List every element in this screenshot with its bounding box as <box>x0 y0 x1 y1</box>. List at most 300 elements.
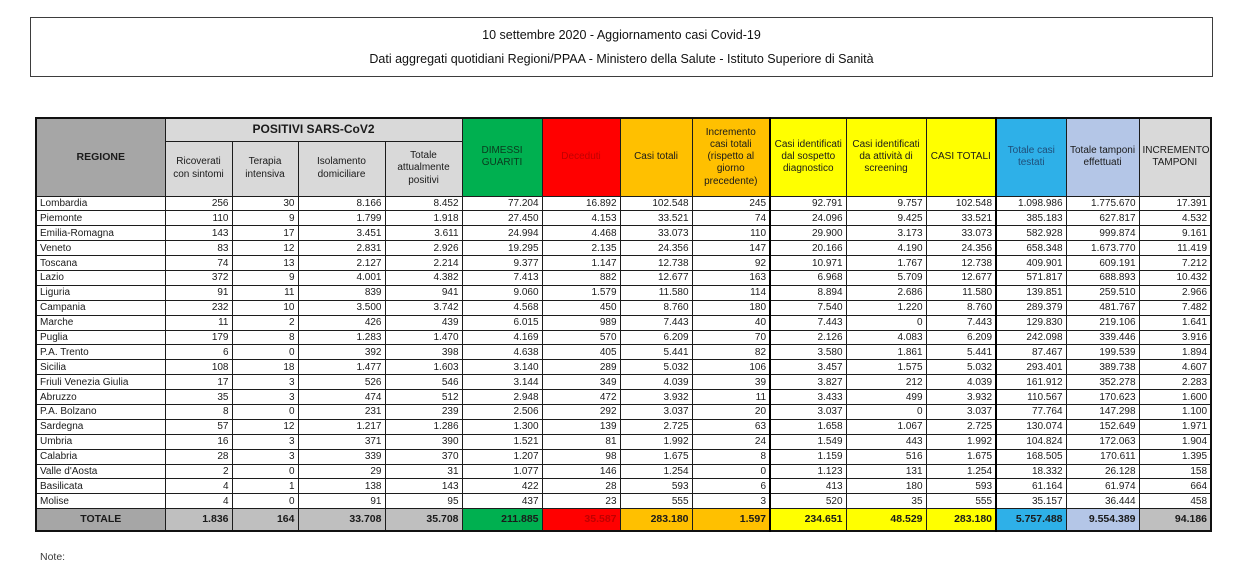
cell-casi-totali: 12.677 <box>620 270 692 285</box>
col-header-tamponi: Totale tamponi effettuati <box>1066 118 1139 196</box>
cell-tamponi: 170.611 <box>1066 449 1139 464</box>
cell-attualmente-positivi: 398 <box>385 345 462 360</box>
cell-casi-totali-2: 11.580 <box>926 285 996 300</box>
cell-terapia: 9 <box>232 211 298 226</box>
table-row <box>36 315 1211 330</box>
cell-casi-testati: 130.074 <box>996 419 1066 434</box>
cell-incremento-tamponi: 664 <box>1139 479 1211 494</box>
cell-incremento-tamponi: 2.283 <box>1139 375 1211 390</box>
cell-sospetto-diagnostico: 20.166 <box>770 241 846 256</box>
cell-sospetto-diagnostico: 1.123 <box>770 464 846 479</box>
cell-ricoverati: 143 <box>165 226 232 241</box>
cell-deceduti: 349 <box>542 375 620 390</box>
cell-casi-totali-2: 33.073 <box>926 226 996 241</box>
cell-dimessi-guariti: 437 <box>462 494 542 509</box>
cell-casi-totali-2: 593 <box>926 479 996 494</box>
table-row <box>36 300 1211 315</box>
cell-incremento-casi: 11 <box>692 390 770 405</box>
cell-terapia: 13 <box>232 256 298 271</box>
cell-deceduti: 989 <box>542 315 620 330</box>
cell-incremento-casi: 245 <box>692 196 770 211</box>
cell-attualmente-positivi: 239 <box>385 404 462 419</box>
cell-sospetto-diagnostico: 2.126 <box>770 330 846 345</box>
cell-deceduti: 570 <box>542 330 620 345</box>
cell-ricoverati: 8 <box>165 404 232 419</box>
covid-data-table <box>35 117 1212 532</box>
cell-attualmente-positivi: 95 <box>385 494 462 509</box>
cell-screening: 443 <box>846 434 926 449</box>
cell-tamponi: 609.191 <box>1066 256 1139 271</box>
cell-tamponi: 481.767 <box>1066 300 1139 315</box>
cell-casi-totali-2: 3.932 <box>926 390 996 405</box>
cell-regione: P.A. Bolzano <box>36 404 165 419</box>
cell-incremento-tamponi: 4.607 <box>1139 360 1211 375</box>
col-group-positivi-sars-cov2: POSITIVI SARS-CoV2 <box>165 118 462 141</box>
cell-isolamento: 91 <box>298 494 385 509</box>
bulletin-subtitle: Dati aggregati quotidiani Regioni/PPAA - Ministero della Salute - Istituto Superiore di Sanità <box>369 52 874 66</box>
cell-casi-testati: 104.824 <box>996 434 1066 449</box>
cell-ricoverati: 4 <box>165 494 232 509</box>
cell-regione: Campania <box>36 300 165 315</box>
cell-ricoverati: 83 <box>165 241 232 256</box>
cell-screening: 9.757 <box>846 196 926 211</box>
cell-casi-totali-2: 5.032 <box>926 360 996 375</box>
cell-regione: Puglia <box>36 330 165 345</box>
cell-isolamento: 4.001 <box>298 270 385 285</box>
total-cell-screening: 48.529 <box>846 509 926 531</box>
cell-sospetto-diagnostico: 3.037 <box>770 404 846 419</box>
cell-isolamento: 3.500 <box>298 300 385 315</box>
cell-incremento-casi: 114 <box>692 285 770 300</box>
cell-incremento-casi: 20 <box>692 404 770 419</box>
cell-isolamento: 474 <box>298 390 385 405</box>
cell-deceduti: 2.135 <box>542 241 620 256</box>
cell-screening: 2.686 <box>846 285 926 300</box>
cell-screening: 1.220 <box>846 300 926 315</box>
cell-deceduti: 405 <box>542 345 620 360</box>
col-header-regione: REGIONE <box>36 118 165 196</box>
cell-casi-totali-2: 4.039 <box>926 375 996 390</box>
cell-casi-testati: 168.505 <box>996 449 1066 464</box>
cell-deceduti: 4.468 <box>542 226 620 241</box>
cell-incremento-casi: 8 <box>692 449 770 464</box>
cell-tamponi: 1.673.770 <box>1066 241 1139 256</box>
cell-attualmente-positivi: 512 <box>385 390 462 405</box>
bulletin-title: 10 settembre 2020 - Aggiornamento casi Covid-19 <box>482 28 761 42</box>
table-row <box>36 419 1211 434</box>
cell-regione: Lombardia <box>36 196 165 211</box>
table-row <box>36 404 1211 419</box>
cell-deceduti: 146 <box>542 464 620 479</box>
table-row <box>36 226 1211 241</box>
cell-incremento-tamponi: 458 <box>1139 494 1211 509</box>
cell-sospetto-diagnostico: 3.433 <box>770 390 846 405</box>
cell-tamponi: 339.446 <box>1066 330 1139 345</box>
cell-casi-totali: 555 <box>620 494 692 509</box>
cell-ricoverati: 91 <box>165 285 232 300</box>
cell-isolamento: 138 <box>298 479 385 494</box>
cell-ricoverati: 17 <box>165 375 232 390</box>
cell-attualmente-positivi: 3.611 <box>385 226 462 241</box>
cell-regione: Valle d'Aosta <box>36 464 165 479</box>
cell-casi-totali-2: 33.521 <box>926 211 996 226</box>
cell-incremento-casi: 106 <box>692 360 770 375</box>
cell-ricoverati: 35 <box>165 390 232 405</box>
cell-casi-totali: 33.073 <box>620 226 692 241</box>
cell-incremento-casi: 180 <box>692 300 770 315</box>
cell-dimessi-guariti: 422 <box>462 479 542 494</box>
table-row <box>36 330 1211 345</box>
cell-tamponi: 147.298 <box>1066 404 1139 419</box>
table-row <box>36 211 1211 226</box>
table-footer <box>36 509 1211 531</box>
cell-tamponi: 26.128 <box>1066 464 1139 479</box>
cell-regione: Sardegna <box>36 419 165 434</box>
cell-terapia: 8 <box>232 330 298 345</box>
cell-dimessi-guariti: 1.077 <box>462 464 542 479</box>
cell-casi-totali-2: 1.992 <box>926 434 996 449</box>
cell-attualmente-positivi: 439 <box>385 315 462 330</box>
cell-incremento-tamponi: 10.432 <box>1139 270 1211 285</box>
cell-screening: 516 <box>846 449 926 464</box>
col-header-incremento-tamponi: INCREMENTO TAMPONI <box>1139 118 1211 196</box>
cell-casi-totali-2: 12.677 <box>926 270 996 285</box>
cell-isolamento: 231 <box>298 404 385 419</box>
cell-dimessi-guariti: 7.413 <box>462 270 542 285</box>
cell-incremento-tamponi: 1.600 <box>1139 390 1211 405</box>
cell-screening: 3.173 <box>846 226 926 241</box>
cell-tamponi: 36.444 <box>1066 494 1139 509</box>
cell-sospetto-diagnostico: 7.443 <box>770 315 846 330</box>
cell-attualmente-positivi: 941 <box>385 285 462 300</box>
cell-terapia: 0 <box>232 345 298 360</box>
cell-terapia: 9 <box>232 270 298 285</box>
cell-sospetto-diagnostico: 10.971 <box>770 256 846 271</box>
cell-regione: P.A. Trento <box>36 345 165 360</box>
col-header-attualmente-positivi: Totale attualmente positivi <box>385 141 462 196</box>
cell-casi-testati: 110.567 <box>996 390 1066 405</box>
cell-regione: Lazio <box>36 270 165 285</box>
cell-incremento-tamponi: 1.641 <box>1139 315 1211 330</box>
cell-regione: Veneto <box>36 241 165 256</box>
cell-dimessi-guariti: 3.140 <box>462 360 542 375</box>
cell-incremento-casi: 82 <box>692 345 770 360</box>
cell-casi-totali: 8.760 <box>620 300 692 315</box>
cell-casi-totali: 4.039 <box>620 375 692 390</box>
table-body <box>36 196 1211 509</box>
cell-casi-totali: 11.580 <box>620 285 692 300</box>
cell-terapia: 0 <box>232 404 298 419</box>
note-label: Note: <box>40 551 66 563</box>
cell-regione: Marche <box>36 315 165 330</box>
cell-screening: 1.067 <box>846 419 926 434</box>
cell-casi-totali: 102.548 <box>620 196 692 211</box>
cell-dimessi-guariti: 3.144 <box>462 375 542 390</box>
total-cell-ricoverati: 1.836 <box>165 509 232 531</box>
col-header-casi-totali: Casi totali <box>620 118 692 196</box>
cell-tamponi: 61.974 <box>1066 479 1139 494</box>
cell-terapia: 3 <box>232 434 298 449</box>
cell-tamponi: 1.775.670 <box>1066 196 1139 211</box>
cell-casi-totali-2: 6.209 <box>926 330 996 345</box>
cell-attualmente-positivi: 546 <box>385 375 462 390</box>
cell-casi-totali: 12.738 <box>620 256 692 271</box>
cell-deceduti: 882 <box>542 270 620 285</box>
table-row <box>36 479 1211 494</box>
cell-attualmente-positivi: 1.603 <box>385 360 462 375</box>
table-header <box>36 118 1211 196</box>
table-row <box>36 256 1211 271</box>
col-header-isolamento: Isolamento domiciliare <box>298 141 385 196</box>
cell-sospetto-diagnostico: 1.549 <box>770 434 846 449</box>
cell-incremento-casi: 92 <box>692 256 770 271</box>
cell-terapia: 11 <box>232 285 298 300</box>
cell-casi-totali: 7.443 <box>620 315 692 330</box>
cell-ricoverati: 372 <box>165 270 232 285</box>
cell-ricoverati: 232 <box>165 300 232 315</box>
cell-screening: 4.190 <box>846 241 926 256</box>
cell-casi-testati: 242.098 <box>996 330 1066 345</box>
cell-terapia: 0 <box>232 464 298 479</box>
cell-isolamento: 8.166 <box>298 196 385 211</box>
cell-incremento-casi: 63 <box>692 419 770 434</box>
cell-regione: Basilicata <box>36 479 165 494</box>
cell-sospetto-diagnostico: 24.096 <box>770 211 846 226</box>
cell-tamponi: 152.649 <box>1066 419 1139 434</box>
cell-ricoverati: 256 <box>165 196 232 211</box>
cell-isolamento: 29 <box>298 464 385 479</box>
cell-sospetto-diagnostico: 7.540 <box>770 300 846 315</box>
cell-casi-totali: 3.037 <box>620 404 692 419</box>
cell-tamponi: 219.106 <box>1066 315 1139 330</box>
cell-tamponi: 627.817 <box>1066 211 1139 226</box>
cell-sospetto-diagnostico: 6.968 <box>770 270 846 285</box>
cell-screening: 5.709 <box>846 270 926 285</box>
cell-dimessi-guariti: 6.015 <box>462 315 542 330</box>
cell-attualmente-positivi: 1.470 <box>385 330 462 345</box>
cell-dimessi-guariti: 27.450 <box>462 211 542 226</box>
cell-screening: 9.425 <box>846 211 926 226</box>
cell-incremento-tamponi: 1.971 <box>1139 419 1211 434</box>
cell-dimessi-guariti: 9.060 <box>462 285 542 300</box>
cell-isolamento: 1.477 <box>298 360 385 375</box>
cell-deceduti: 98 <box>542 449 620 464</box>
cell-deceduti: 23 <box>542 494 620 509</box>
total-cell-attualmente-positivi: 35.708 <box>385 509 462 531</box>
cell-isolamento: 392 <box>298 345 385 360</box>
cell-casi-totali: 1.254 <box>620 464 692 479</box>
cell-casi-totali: 593 <box>620 479 692 494</box>
cell-ricoverati: 57 <box>165 419 232 434</box>
col-header-incremento-casi: Incremento casi totali (rispetto al giorno precedente) <box>692 118 770 196</box>
cell-casi-totali-2: 24.356 <box>926 241 996 256</box>
table-row <box>36 464 1211 479</box>
cell-ricoverati: 74 <box>165 256 232 271</box>
table-row <box>36 241 1211 256</box>
cell-attualmente-positivi: 2.214 <box>385 256 462 271</box>
cell-attualmente-positivi: 1.286 <box>385 419 462 434</box>
cell-deceduti: 289 <box>542 360 620 375</box>
cell-terapia: 3 <box>232 375 298 390</box>
cell-isolamento: 839 <box>298 285 385 300</box>
cell-incremento-tamponi: 158 <box>1139 464 1211 479</box>
cell-incremento-tamponi: 17.391 <box>1139 196 1211 211</box>
cell-regione: Toscana <box>36 256 165 271</box>
cell-ricoverati: 179 <box>165 330 232 345</box>
cell-casi-totali-2: 5.441 <box>926 345 996 360</box>
cell-screening: 35 <box>846 494 926 509</box>
covid-table-container <box>35 117 1212 532</box>
cell-casi-testati: 1.098.986 <box>996 196 1066 211</box>
total-cell-sospetto-diagnostico: 234.651 <box>770 509 846 531</box>
cell-attualmente-positivi: 2.926 <box>385 241 462 256</box>
cell-ricoverati: 28 <box>165 449 232 464</box>
col-header-terapia-intensiva: Terapia intensiva <box>232 141 298 196</box>
cell-regione: Umbria <box>36 434 165 449</box>
cell-dimessi-guariti: 19.295 <box>462 241 542 256</box>
cell-deceduti: 292 <box>542 404 620 419</box>
cell-screening: 131 <box>846 464 926 479</box>
table-row <box>36 345 1211 360</box>
cell-deceduti: 472 <box>542 390 620 405</box>
cell-casi-testati: 129.830 <box>996 315 1066 330</box>
col-header-sospetto-diagnostico: Casi identificati dal sospetto diagnostico <box>770 118 846 196</box>
cell-casi-totali: 1.992 <box>620 434 692 449</box>
cell-screening: 180 <box>846 479 926 494</box>
cell-attualmente-positivi: 390 <box>385 434 462 449</box>
cell-incremento-tamponi: 7.212 <box>1139 256 1211 271</box>
cell-isolamento: 2.831 <box>298 241 385 256</box>
cell-tamponi: 172.063 <box>1066 434 1139 449</box>
cell-casi-totali: 5.032 <box>620 360 692 375</box>
cell-terapia: 1 <box>232 479 298 494</box>
cell-incremento-casi: 163 <box>692 270 770 285</box>
cell-terapia: 0 <box>232 494 298 509</box>
cell-terapia: 30 <box>232 196 298 211</box>
cell-incremento-tamponi: 1.100 <box>1139 404 1211 419</box>
cell-tamponi: 389.738 <box>1066 360 1139 375</box>
total-cell-deceduti: 35.587 <box>542 509 620 531</box>
total-cell-incremento-casi: 1.597 <box>692 509 770 531</box>
cell-deceduti: 4.153 <box>542 211 620 226</box>
cell-attualmente-positivi: 143 <box>385 479 462 494</box>
cell-sospetto-diagnostico: 92.791 <box>770 196 846 211</box>
table-row <box>36 270 1211 285</box>
total-cell-tamponi: 9.554.389 <box>1066 509 1139 531</box>
cell-terapia: 3 <box>232 390 298 405</box>
cell-regione: Sicilia <box>36 360 165 375</box>
table-row <box>36 196 1211 211</box>
total-cell-isolamento: 33.708 <box>298 509 385 531</box>
cell-deceduti: 1.147 <box>542 256 620 271</box>
cell-tamponi: 170.623 <box>1066 390 1139 405</box>
cell-dimessi-guariti: 2.948 <box>462 390 542 405</box>
cell-isolamento: 526 <box>298 375 385 390</box>
cell-incremento-tamponi: 9.161 <box>1139 226 1211 241</box>
cell-deceduti: 28 <box>542 479 620 494</box>
cell-incremento-casi: 39 <box>692 375 770 390</box>
cell-casi-totali: 5.441 <box>620 345 692 360</box>
cell-screening: 4.083 <box>846 330 926 345</box>
cell-casi-totali-2: 1.254 <box>926 464 996 479</box>
cell-casi-totali: 2.725 <box>620 419 692 434</box>
cell-isolamento: 1.799 <box>298 211 385 226</box>
cell-casi-totali-2: 8.760 <box>926 300 996 315</box>
cell-ricoverati: 16 <box>165 434 232 449</box>
col-header-casi-testati: Totale casi testati <box>996 118 1066 196</box>
cell-terapia: 17 <box>232 226 298 241</box>
header-group-row <box>36 118 1211 141</box>
total-cell-terapia: 164 <box>232 509 298 531</box>
cell-incremento-casi: 6 <box>692 479 770 494</box>
cell-regione: Friuli Venezia Giulia <box>36 375 165 390</box>
cell-regione: Calabria <box>36 449 165 464</box>
cell-ricoverati: 11 <box>165 315 232 330</box>
cell-casi-testati: 571.817 <box>996 270 1066 285</box>
cell-casi-totali-2: 3.037 <box>926 404 996 419</box>
table-row <box>36 449 1211 464</box>
table-row <box>36 390 1211 405</box>
cell-sospetto-diagnostico: 1.658 <box>770 419 846 434</box>
cell-dimessi-guariti: 1.521 <box>462 434 542 449</box>
cell-incremento-casi: 0 <box>692 464 770 479</box>
cell-attualmente-positivi: 3.742 <box>385 300 462 315</box>
cell-tamponi: 199.539 <box>1066 345 1139 360</box>
cell-attualmente-positivi: 370 <box>385 449 462 464</box>
cell-ricoverati: 4 <box>165 479 232 494</box>
cell-incremento-tamponi: 4.532 <box>1139 211 1211 226</box>
cell-incremento-tamponi: 1.894 <box>1139 345 1211 360</box>
col-header-deceduti: Deceduti <box>542 118 620 196</box>
cell-terapia: 10 <box>232 300 298 315</box>
cell-regione: Emilia-Romagna <box>36 226 165 241</box>
col-header-screening: Casi identificati da attività di screening <box>846 118 926 196</box>
cell-deceduti: 1.579 <box>542 285 620 300</box>
cell-ricoverati: 110 <box>165 211 232 226</box>
total-cell-incremento-tamponi: 94.186 <box>1139 509 1211 531</box>
total-row <box>36 509 1211 531</box>
cell-sospetto-diagnostico: 520 <box>770 494 846 509</box>
cell-incremento-tamponi: 1.395 <box>1139 449 1211 464</box>
cell-casi-testati: 35.157 <box>996 494 1066 509</box>
cell-attualmente-positivi: 4.382 <box>385 270 462 285</box>
cell-sospetto-diagnostico: 29.900 <box>770 226 846 241</box>
cell-dimessi-guariti: 1.207 <box>462 449 542 464</box>
cell-incremento-tamponi: 1.904 <box>1139 434 1211 449</box>
cell-casi-totali: 6.209 <box>620 330 692 345</box>
cell-terapia: 2 <box>232 315 298 330</box>
cell-screening: 1.767 <box>846 256 926 271</box>
cell-incremento-tamponi: 11.419 <box>1139 241 1211 256</box>
cell-incremento-tamponi: 2.966 <box>1139 285 1211 300</box>
cell-sospetto-diagnostico: 413 <box>770 479 846 494</box>
cell-sospetto-diagnostico: 3.827 <box>770 375 846 390</box>
cell-isolamento: 1.217 <box>298 419 385 434</box>
cell-casi-testati: 77.764 <box>996 404 1066 419</box>
cell-casi-totali: 33.521 <box>620 211 692 226</box>
cell-casi-testati: 18.332 <box>996 464 1066 479</box>
cell-casi-totali-2: 12.738 <box>926 256 996 271</box>
cell-dimessi-guariti: 77.204 <box>462 196 542 211</box>
cell-tamponi: 999.874 <box>1066 226 1139 241</box>
cell-dimessi-guariti: 24.994 <box>462 226 542 241</box>
cell-dimessi-guariti: 4.169 <box>462 330 542 345</box>
cell-casi-testati: 409.901 <box>996 256 1066 271</box>
cell-casi-totali-2: 555 <box>926 494 996 509</box>
cell-deceduti: 16.892 <box>542 196 620 211</box>
total-cell-dimessi-guariti: 211.885 <box>462 509 542 531</box>
cell-sospetto-diagnostico: 1.159 <box>770 449 846 464</box>
